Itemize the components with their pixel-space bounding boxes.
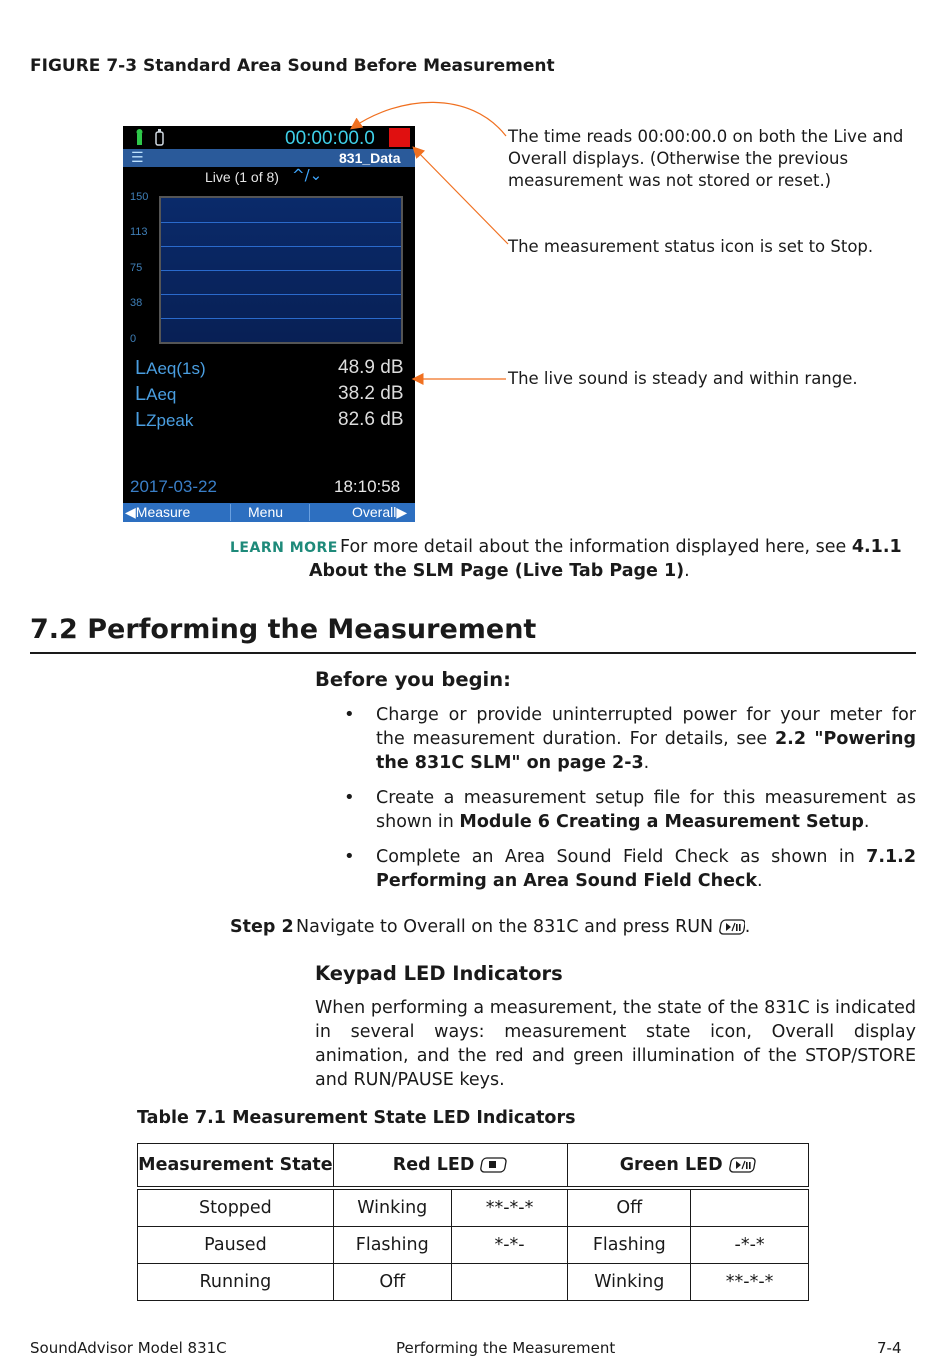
figure-title: FIGURE 7-3 Standard Area Sound Before Measurement xyxy=(30,56,555,76)
callout-status: The measurement status icon is set to Stop. xyxy=(508,237,874,256)
scale-tick: 0 xyxy=(130,333,137,345)
learn-more-text-continued: About the SLM Page (Live Tab Page 1). xyxy=(309,561,690,581)
cell-red-led: Off xyxy=(333,1264,451,1301)
before-you-begin-heading: Before you begin: xyxy=(315,668,511,691)
page-nav-arrows-icon: ^/⌄ xyxy=(292,166,323,184)
scale-tick: 150 xyxy=(130,191,149,203)
callout-arrow-time xyxy=(352,102,506,136)
device-page-label: Live (1 of 8) xyxy=(205,169,279,185)
cell-red-led: Flashing xyxy=(333,1227,451,1264)
run-pause-key-icon xyxy=(719,918,745,936)
section-divider xyxy=(30,652,916,654)
cross-reference-link[interactable]: 7.1.2 Performing an Area Sound Field Check xyxy=(376,847,916,891)
device-elapsed-time: 00:00:00.0 xyxy=(285,128,375,149)
device-file-name: 831_Data xyxy=(339,150,401,166)
step-text: Navigate to Overall on the 831C and press RUN . xyxy=(296,917,751,937)
stop-store-key-icon xyxy=(480,1156,508,1174)
measurement-label: LAeq xyxy=(135,383,177,405)
cell-state: Paused xyxy=(138,1227,334,1264)
header-red-led: Red LED xyxy=(333,1144,568,1189)
cell-red-pattern: **-*-* xyxy=(451,1188,568,1227)
measurement-value: 38.2 dB xyxy=(338,383,404,404)
learn-more-text: For more detail about the information displayed here, see 4.1.1 xyxy=(340,537,902,557)
cell-green-pattern: -*-* xyxy=(691,1227,809,1264)
keypad-led-heading: Keypad LED Indicators xyxy=(315,962,563,985)
step-label: Step 2 xyxy=(230,917,294,937)
learn-more-link[interactable]: About the SLM Page (Live Tab Page 1) xyxy=(309,561,685,581)
bullet-icon: • xyxy=(344,787,355,808)
cell-green-pattern xyxy=(691,1188,809,1227)
measurement-value: 82.6 dB xyxy=(338,409,404,430)
footer-product: SoundAdvisor Model 831C xyxy=(30,1339,227,1357)
bullet-item: Create a measurement setup file for this measurement as shown in Module 6 Creating a Measurement Setup. xyxy=(376,788,916,832)
bullet-item: Complete an Area Sound Field Check as shown in 7.1.2 Performing an Area Sound Field Check. xyxy=(376,847,916,891)
softkey-measure[interactable]: ◀Measure xyxy=(125,504,191,520)
table-row xyxy=(138,1264,809,1301)
header-measurement-state: Measurement State xyxy=(138,1144,334,1189)
cell-green-led: Flashing xyxy=(568,1227,691,1264)
measurement-label: LZpeak xyxy=(135,409,194,431)
keypad-led-paragraph: When performing a measurement, the state of the 831C is indicated in several ways: measurement state icon, Overall display animation, and the red and green illumination of the STOP/STORE and RUN/PAUSE keys. xyxy=(315,998,916,1090)
softkey-menu[interactable]: Menu xyxy=(248,504,284,520)
callout-arrows xyxy=(0,0,950,560)
cell-red-pattern xyxy=(451,1264,568,1301)
cell-red-led: Winking xyxy=(333,1188,451,1227)
cell-green-led: Off xyxy=(568,1188,691,1227)
table-row xyxy=(138,1188,809,1227)
section-heading: 7.2 Performing the Measurement xyxy=(30,614,537,645)
bullet-icon: • xyxy=(344,704,355,725)
left-arrow-icon: ◀ xyxy=(125,504,136,520)
led-indicator-table xyxy=(137,1143,809,1301)
measurement-value: 48.9 dB xyxy=(338,357,404,378)
cell-state: Stopped xyxy=(138,1188,334,1227)
footer-page-number: 7-4 xyxy=(877,1339,902,1357)
cell-state: Running xyxy=(138,1264,334,1301)
table-title: Table 7.1 Measurement State LED Indicators xyxy=(137,1108,576,1128)
callout-arrow-status xyxy=(414,148,508,244)
scale-tick: 75 xyxy=(130,262,143,274)
measurement-label: LAeq(1s) xyxy=(135,357,206,379)
learn-more-link[interactable]: 4.1.1 xyxy=(851,537,902,557)
cross-reference-link[interactable]: 2.2 "Powering the 831C SLM" on page 2-3 xyxy=(376,729,916,773)
device-date: 2017-03-22 xyxy=(130,477,217,496)
table-header-row xyxy=(138,1144,809,1189)
learn-more-label: LEARN MORE xyxy=(230,540,338,556)
list-menu-icon: ☰ xyxy=(131,150,144,166)
cell-green-pattern: **-*-* xyxy=(691,1264,809,1301)
table-row xyxy=(138,1227,809,1264)
header-green-led: Green LED xyxy=(568,1144,809,1189)
bullet-icon: • xyxy=(344,846,355,867)
cross-reference-link[interactable]: Module 6 Creating a Measurement Setup xyxy=(459,812,864,832)
cell-red-pattern: *-*- xyxy=(451,1227,568,1264)
device-clock: 18:10:58 xyxy=(334,477,401,496)
bullet-item: Charge or provide uninterrupted power for your meter for the measurement duration. For details, see 2.2 "Powering the 831C SLM" on page 2-3. xyxy=(376,705,916,773)
scale-tick: 38 xyxy=(130,297,143,309)
callout-time: The time reads 00:00:00.0 on both the Live and Overall displays. (Otherwise the previous measurement was not stored or reset.) xyxy=(508,127,904,190)
callout-live-sound: The live sound is steady and within range. xyxy=(508,369,858,388)
softkey-overall[interactable]: Overall▶ xyxy=(352,504,408,520)
cell-green-led: Winking xyxy=(568,1264,691,1301)
run-pause-key-icon xyxy=(729,1156,757,1174)
footer-chapter: Performing the Measurement xyxy=(396,1339,616,1357)
scale-tick: 113 xyxy=(130,226,148,238)
right-arrow-icon: ▶ xyxy=(396,504,408,520)
